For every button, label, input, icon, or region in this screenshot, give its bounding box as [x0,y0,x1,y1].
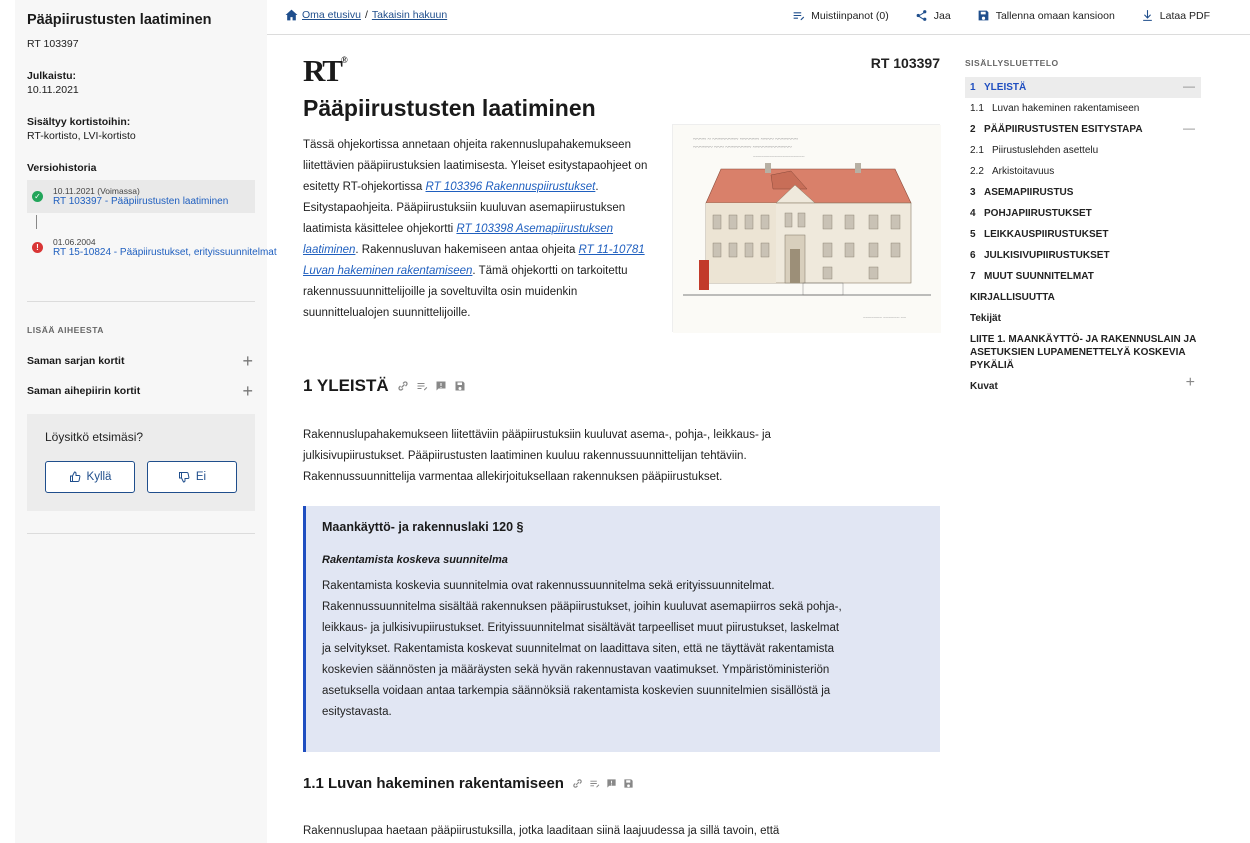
note-icon[interactable] [416,380,428,392]
toc-item-number: 5 [970,229,976,240]
toc-item[interactable] [965,329,1201,376]
breadcrumb [285,9,447,21]
toc-item[interactable] [965,182,1201,203]
save-icon [977,9,990,22]
intro-text: . Esitystapaohjeita. Pääpiirustuksiin kuuluvan asemapiirustuksen laatimista käsittelee ohjekortti [303,181,626,235]
section-tools [397,380,466,392]
share-label: Jaa [933,9,951,22]
notes-label: Muistiinpanot (0) [811,9,889,22]
toolbar-actions [792,9,1210,22]
document-code: RT 103397 [870,55,940,71]
share-icon [915,9,928,22]
toc-item[interactable] [965,77,1201,98]
sidebar-doc-code: RT 103397 [27,38,79,50]
minus-icon[interactable]: — [1183,79,1195,93]
facade-drawing-svg [673,125,941,333]
intro-text: . Tämä ohjekortti on tarkoitettu rakennussuunnittelijoille ja soveltuvilta osin muidenkin suunnittelualojen suunnittelijoille. [303,265,628,319]
minus-icon[interactable]: — [1183,121,1195,135]
notes-button[interactable] [792,9,889,22]
check-circle-icon: ✓ [32,191,43,202]
link-icon[interactable] [572,778,583,789]
toc-item-number: 1.1 [970,103,984,114]
svg-text:~~~~~~ ~~~ ~~~~~~~~ ~~~~~~~~~~: ~~~~~~ ~~~ ~~~~~~~~ ~~~~~~~~~~~~ [693,145,792,151]
more-item-label: Saman sarjan kortit [27,355,125,367]
share-button[interactable] [915,9,951,22]
home-icon[interactable] [285,9,298,21]
section-1-1-title: 1.1 Luvan hakeminen rakentamiseen [303,775,564,792]
toc-item[interactable] [965,140,1201,161]
toc-item[interactable] [965,119,1201,140]
toc-item[interactable] [965,308,1201,329]
toc-item-label: Luvan hakeminen rakentamiseen [992,103,1140,114]
toc-item[interactable] [965,98,1201,119]
toc-item-number: 6 [970,250,976,261]
notes-icon [792,9,805,22]
toc-item-label: LEIKKAUSPIIRUSTUKSET [984,229,1109,240]
back-to-search-link[interactable]: Takaisin hakuun [371,9,448,21]
published-date: 10.11.2021 [27,84,79,96]
collections-value: RT-kortisto, LVI-kortisto [27,130,136,142]
version-connector [27,213,255,231]
plus-icon[interactable]: + [1185,374,1195,391]
disk-icon[interactable] [623,778,634,789]
section-1-title: 1 YLEISTÄ [303,376,389,395]
toc-item[interactable] [965,203,1201,224]
law-text: Rakentamista koskevia suunnitelmia ovat rakennussuunnitelma sekä erityissuunnitelmat. Rakennussuunnitelma sisältää rakennuksen pääpiirustukset, joihin kuuluvat asemapiirros sekä pohja-, leikkaus- ja julkisivupiirustukset. Erityissuunnitelmat sisältävät tarpeelliset muut piirustukset, laskelmat ja selvitykset. Rakentamista koskevat suunnitelmat on laadittava siten, että ne täyttävät rakentamista koskevien säännösten ja määräysten sekä hyvän rakennustavan vaatimukset. Ympäristöministeriön asetuksella voidaan antaa tarkempia säännöksiä rakentamista koskevien suunnitelmien sisällöstä ja esitystavasta. [322,580,842,718]
toc-item[interactable] [965,224,1201,245]
section-1-1-heading [303,775,634,792]
alert-circle-icon: ! [32,242,43,253]
toc-item-number: 2.2 [970,166,984,177]
toc-item-label: LIITE 1. MAANKÄYTTÖ- JA RAKENNUSLAIN JA ASETUKSIEN LUPAMENETTELYÄ KOSKEVIA PYKÄLIÄ [970,334,1196,371]
link-icon[interactable] [397,380,409,392]
intro-paragraph [303,135,655,324]
toc-item-label: JULKISIVUPIIRUSTUKSET [984,250,1110,261]
feedback-box [27,414,255,511]
feedback-yes-button[interactable] [45,461,135,493]
toc-item-number: 4 [970,208,976,219]
section-tools [572,778,634,789]
version-link[interactable]: RT 15-10824 - Pääpiirustukset, erityissuunnitelmat [53,247,277,258]
top-bar [267,0,1250,35]
version-item-old[interactable] [27,231,277,264]
toc-item-label: Piirustuslehden asettelu [992,145,1099,156]
feedback-no-label: Ei [195,471,207,483]
pdf-label: Lataa PDF [1159,9,1210,22]
feedback-yes-label: Kyllä [86,471,112,483]
toc-item[interactable] [965,266,1201,287]
toc-item-label: Arkistoitavuus [992,166,1055,177]
version-date: 10.11.2021 (Voimassa) [53,186,140,196]
version-history-label: Versiohistoria [27,162,97,174]
law-title: Maankäyttö- ja rakennuslaki 120 § [322,520,524,534]
intro-link[interactable]: RT 103398 Asemapiirustuksen laatiminen [303,223,614,256]
breadcrumb-separator: / [364,9,368,21]
section-1-paragraph: Rakennuslupahakemukseen liitettäviin pääpiirustuksiin kuuluvat asema-, pohja-, leikkaus- ja julkisivupiirustukset. Pääpiirustusten laatiminen kuuluu rakennussuunnittelijan tehtäviin. Rakennussuunnittelija varmentaa allekirjoituksellaan rakennuksen pääpiirustukset. [303,429,771,483]
collections-label: Sisältyy kortistoihin: [27,116,131,128]
law-quote-box [303,506,940,752]
home-link[interactable]: Oma etusivu [302,9,361,21]
toc-item-number: 2 [970,124,976,135]
version-date: 01.06.2004 [53,237,96,247]
intro-link[interactable]: RT 11-10781 Luvan hakeminen rakentamiseen [303,244,645,277]
more-item-label: Saman aihepiirin kortit [27,385,141,397]
law-subtitle: Rakentamista koskeva suunnitelma [322,554,508,566]
toc-heading: SISÄLLYSLUETTELO [965,58,1059,68]
svg-text:~~~~ ~ ~~~~~~~~ ~~~~~~ ~~~~ ~~: ~~~~ ~ ~~~~~~~~ ~~~~~~ ~~~~ ~~~~~~~ [693,137,798,143]
more-item-same-topic[interactable] [27,381,255,401]
plus-icon[interactable]: + [242,381,253,401]
feedback-question: Löysitkö etsimäsi? [45,430,144,444]
toc-list [965,77,1201,397]
toc-item[interactable] [965,161,1201,182]
download-icon [1141,9,1154,22]
svg-text:~~~~~~~ ~~~~~~ ~~: ~~~~~~~ ~~~~~~ ~~ [863,316,907,321]
toc-item-label: ASEMAPIIRUSTUS [984,187,1074,198]
intro-text: . Rakennusluvan hakemiseen antaa ohjeita [355,244,579,256]
feedback-no-button[interactable] [147,461,237,493]
toc-item-number: 2.1 [970,145,984,156]
toc-item[interactable] [965,245,1201,266]
rt-logo: RT® [303,53,348,88]
intro-text: Tässä ohjekortissa annetaan ohjeita rakennuslupahakemukseen liitettävien pääpiirustuksien laatimisesta. Yleiset esitystapaohjeet on esitetty RT-ohjekortissa [303,139,648,193]
toc-item-number: 7 [970,271,976,282]
section-1-heading [303,376,466,396]
toc-item-label: PÄÄPIIRUSTUSTEN ESITYSTAPA [984,124,1143,135]
svg-text:~~~~~~~~~~~~~~~~~~~: ~~~~~~~~~~~~~~~~~~~ [753,155,805,160]
toc-item-number: 1 [970,82,976,93]
toc-item-label: YLEISTÄ [984,82,1027,93]
toc-item[interactable] [965,287,1201,308]
toc-item-number: 3 [970,187,976,198]
version-item-current[interactable] [27,180,255,213]
page-title: Pääpiirustusten laatiminen [303,95,596,121]
divider [27,301,255,302]
toc-item-label: Tekijät [970,313,1001,324]
toc-item[interactable] [965,376,1201,397]
published-label: Julkaistu: [27,70,77,82]
save-label: Tallenna omaan kansioon [995,9,1115,22]
toc-item-label: MUUT SUUNNITELMAT [984,271,1094,282]
toc-item-label: POHJAPIIRUSTUKSET [984,208,1092,219]
toc-item-label: Kuvat [970,381,998,392]
thumbs-up-icon [69,471,81,483]
note-icon[interactable] [589,778,600,789]
more-heading: LISÄÄ AIHEESTA [27,325,104,335]
section-1-1-paragraph: Rakennuslupaa haetaan pääpiirustuksilla, jotka laaditaan siinä laajuudessa ja sillä tavoin, että [303,825,780,837]
sidebar-doc-title: Pääpiirustusten laatiminen [27,12,212,28]
left-sidebar [15,0,277,843]
table-of-contents [965,58,1201,397]
disk-icon[interactable] [454,380,466,392]
toc-item-label: KIRJALLISUUTTA [970,292,1055,303]
plus-icon[interactable]: + [242,351,253,371]
version-link[interactable]: RT 103397 - Pääpiirustusten laatiminen [53,196,229,207]
intro-link[interactable]: RT 103396 Rakennuspiirustukset [425,181,596,193]
download-pdf-button[interactable] [1141,9,1210,22]
facade-drawing-image[interactable] [672,124,940,332]
comment-icon[interactable] [435,380,447,392]
divider [27,533,255,534]
thumbs-down-icon [178,471,190,483]
save-to-folder-button[interactable] [977,9,1115,22]
more-item-same-series[interactable] [27,351,255,371]
comment-icon[interactable] [606,778,617,789]
